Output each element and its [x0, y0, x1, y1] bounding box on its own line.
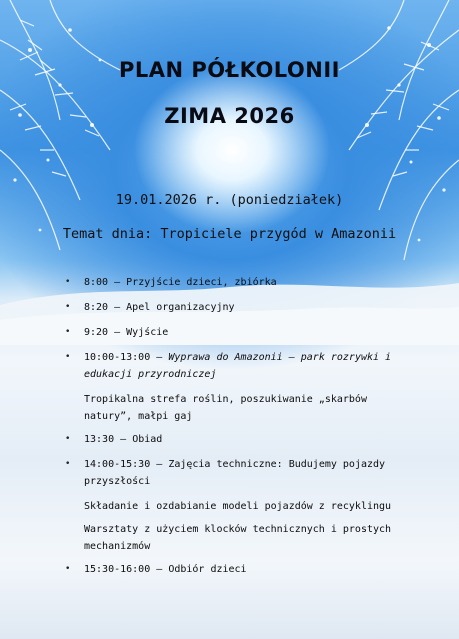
- schedule-time: 8:20 –: [84, 302, 121, 313]
- schedule-time: 14:00-15:30 –: [84, 459, 163, 470]
- schedule-text: Wyjście: [126, 327, 169, 338]
- schedule-subitem: [62, 498, 392, 515]
- schedule-text: Wyprawa do Amazonii – park rozrywki i edukacji przyrodniczej: [84, 352, 392, 380]
- schedule-item: [62, 324, 392, 341]
- event-date: 19.01.2026 r. (poniedziałek): [115, 192, 344, 208]
- schedule-item: [62, 349, 392, 383]
- schedule-time: 9:20 –: [84, 327, 121, 338]
- schedule-subitem: [62, 391, 392, 425]
- schedule-time: 13:30 –: [84, 434, 127, 445]
- page-title: PLAN PÓŁKOLONII: [118, 58, 340, 82]
- schedule-text: Apel organizacyjny: [126, 302, 235, 313]
- season-title: ZIMA 2026: [164, 104, 295, 128]
- schedule-item: [62, 561, 392, 578]
- schedule-subitem: [62, 521, 392, 555]
- schedule-text: Obiad: [132, 434, 163, 445]
- schedule-text: Zajęcia techniczne: Budujemy pojazdy przyszłości: [84, 459, 386, 487]
- frosted-branches-right: [309, 0, 459, 300]
- schedule-item: [62, 456, 392, 490]
- schedule-text: Odbiór dzieci: [168, 564, 247, 575]
- schedule-subtext: Tropikalna strefa roślin, poszukiwanie „skarbów natury”, małpi gaj: [84, 394, 367, 422]
- schedule-item: [62, 431, 392, 448]
- schedule-time: 8:00 –: [84, 277, 121, 288]
- day-theme: Temat dnia: Tropiciele przygód w Amazonii: [62, 226, 397, 242]
- schedule-list: [62, 274, 392, 586]
- schedule-time: 15:30-16:00 –: [84, 564, 163, 575]
- schedule-subtext: Warsztaty z użyciem klocków technicznych i prostych mechanizmów: [84, 524, 392, 552]
- frosted-branches-left: [0, 0, 150, 300]
- schedule-item: [62, 299, 392, 316]
- schedule-subtext: Składanie i ozdabianie modeli pojazdów z recyklingu: [84, 501, 392, 512]
- schedule-text: Przyjście dzieci, zbiórka: [126, 277, 277, 288]
- schedule-item: [62, 274, 392, 291]
- schedule-time: 10:00-13:00 –: [84, 352, 163, 363]
